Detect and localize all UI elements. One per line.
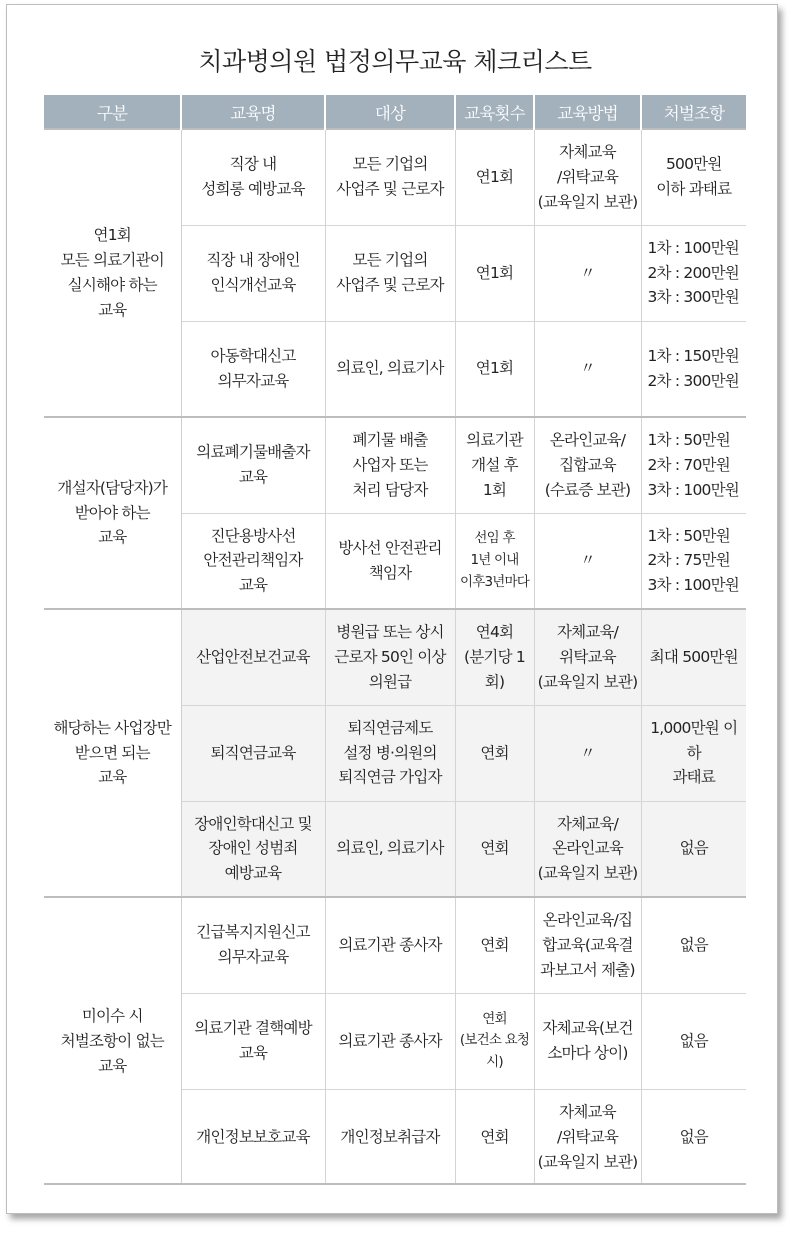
header-frequency: 교육횟수 bbox=[455, 95, 534, 129]
course-name-cell: 의료폐기물배출자 교육 bbox=[181, 417, 325, 513]
method-cell: 〃 bbox=[534, 513, 641, 609]
target-cell: 폐기물 배출 사업자 또는 처리 담당자 bbox=[325, 417, 455, 513]
target-cell: 퇴직연금제도 설정 병·의원의 퇴직연금 가입자 bbox=[325, 705, 455, 801]
header-category: 구분 bbox=[44, 95, 181, 129]
penalty-cell: 최대 500만원 bbox=[641, 609, 746, 705]
frequency-cell: 연회 bbox=[455, 1089, 534, 1185]
frequency-cell: 의료기관 개설 후 1회 bbox=[455, 417, 534, 513]
method-cell: 자체교육/ 온라인교육 (교육일지 보관) bbox=[534, 801, 641, 897]
frequency-cell: 연1회 bbox=[455, 321, 534, 417]
frequency-cell: 연1회 bbox=[455, 129, 534, 225]
header-method: 교육방법 bbox=[534, 95, 641, 129]
frequency-cell: 연회 bbox=[455, 801, 534, 897]
target-cell: 모든 기업의 사업주 및 근로자 bbox=[325, 225, 455, 321]
course-name-cell: 장애인학대신고 및 장애인 성범죄 예방교육 bbox=[181, 801, 325, 897]
table-row bbox=[44, 417, 746, 513]
target-cell: 방사선 안전관리 책임자 bbox=[325, 513, 455, 609]
category-cell: 개설자(담당자)가 받아야 하는 교육 bbox=[44, 417, 181, 609]
frequency-cell: 연회 bbox=[455, 705, 534, 801]
method-cell: 자체교육 /위탁교육 (교육일지 보관) bbox=[534, 129, 641, 225]
header-target: 대상 bbox=[325, 95, 455, 129]
header-course-name: 교육명 bbox=[181, 95, 325, 129]
target-cell: 개인정보취급자 bbox=[325, 1089, 455, 1185]
course-name-cell: 산업안전보건교육 bbox=[181, 609, 325, 705]
penalty-cell: 없음 bbox=[641, 801, 746, 897]
course-name-cell: 긴급복지지원신고 의무자교육 bbox=[181, 897, 325, 993]
target-cell: 모든 기업의 사업주 및 근로자 bbox=[325, 129, 455, 225]
method-cell: 〃 bbox=[534, 705, 641, 801]
course-name-cell: 아동학대신고 의무자교육 bbox=[181, 321, 325, 417]
table-bottom-rule bbox=[44, 1183, 746, 1185]
course-name-cell: 직장 내 장애인 인식개선교육 bbox=[181, 225, 325, 321]
frequency-cell: 연1회 bbox=[455, 225, 534, 321]
penalty-cell: 1차 : 150만원 2차 : 300만원 bbox=[641, 321, 746, 417]
category-cell: 미이수 시 처벌조항이 없는 교육 bbox=[44, 897, 181, 1185]
method-cell: 자체교육/ 위탁교육 (교육일지 보관) bbox=[534, 609, 641, 705]
category-cell: 해당하는 사업장만 받으면 되는 교육 bbox=[44, 609, 181, 897]
course-name-cell: 개인정보보호교육 bbox=[181, 1089, 325, 1185]
course-name-cell: 직장 내 성희롱 예방교육 bbox=[181, 129, 325, 225]
frequency-cell: 연회 bbox=[455, 897, 534, 993]
target-cell: 의료기관 종사자 bbox=[325, 993, 455, 1089]
penalty-cell: 1차 : 100만원 2차 : 200만원 3차 : 300만원 bbox=[641, 225, 746, 321]
method-cell: 온라인교육/ 집합교육 (수료증 보관) bbox=[534, 417, 641, 513]
target-cell: 의료기관 종사자 bbox=[325, 897, 455, 993]
course-name-cell: 진단용방사선 안전관리책임자 교육 bbox=[181, 513, 325, 609]
penalty-cell: 없음 bbox=[641, 897, 746, 993]
method-cell: 〃 bbox=[534, 225, 641, 321]
method-cell: 자체교육(보건 소마다 상이) bbox=[534, 993, 641, 1089]
frequency-cell: 연4회 (분기당 1회) bbox=[455, 609, 534, 705]
table-row bbox=[44, 897, 746, 993]
target-cell: 의료인, 의료기사 bbox=[325, 801, 455, 897]
method-cell: 자체교육 /위탁교육 (교육일지 보관) bbox=[534, 1089, 641, 1185]
header-penalty: 처벌조항 bbox=[641, 95, 746, 129]
page-title: 치과병의원 법정의무교육 체크리스트 bbox=[198, 47, 592, 76]
category-cell: 연1회 모든 의료기관이 실시해야 하는 교육 bbox=[44, 129, 181, 417]
penalty-cell: 500만원 이하 과태료 bbox=[641, 129, 746, 225]
header-row bbox=[44, 95, 746, 129]
penalty-cell: 1,000만원 이하 과태료 bbox=[641, 705, 746, 801]
penalty-cell: 1차 : 50만원 2차 : 70만원 3차 : 100만원 bbox=[641, 417, 746, 513]
table-row bbox=[44, 129, 746, 225]
method-cell: 〃 bbox=[534, 321, 641, 417]
target-cell: 병원급 또는 상시 근로자 50인 이상 의원급 bbox=[325, 609, 455, 705]
penalty-cell: 1차 : 50만원 2차 : 75만원 3차 : 100만원 bbox=[641, 513, 746, 609]
frequency-cell: 선임 후 1년 이내 이후3년마다 bbox=[455, 513, 534, 609]
frequency-cell: 연회 (보건소 요청시) bbox=[455, 993, 534, 1089]
course-name-cell: 의료기관 결핵예방 교육 bbox=[181, 993, 325, 1089]
table-row bbox=[44, 609, 746, 705]
method-cell: 온라인교육/집 합교육(교육결 과보고서 제출) bbox=[534, 897, 641, 993]
checklist-table bbox=[44, 95, 746, 1185]
target-cell: 의료인, 의료기사 bbox=[325, 321, 455, 417]
penalty-cell: 없음 bbox=[641, 1089, 746, 1185]
penalty-cell: 없음 bbox=[641, 993, 746, 1089]
course-name-cell: 퇴직연금교육 bbox=[181, 705, 325, 801]
